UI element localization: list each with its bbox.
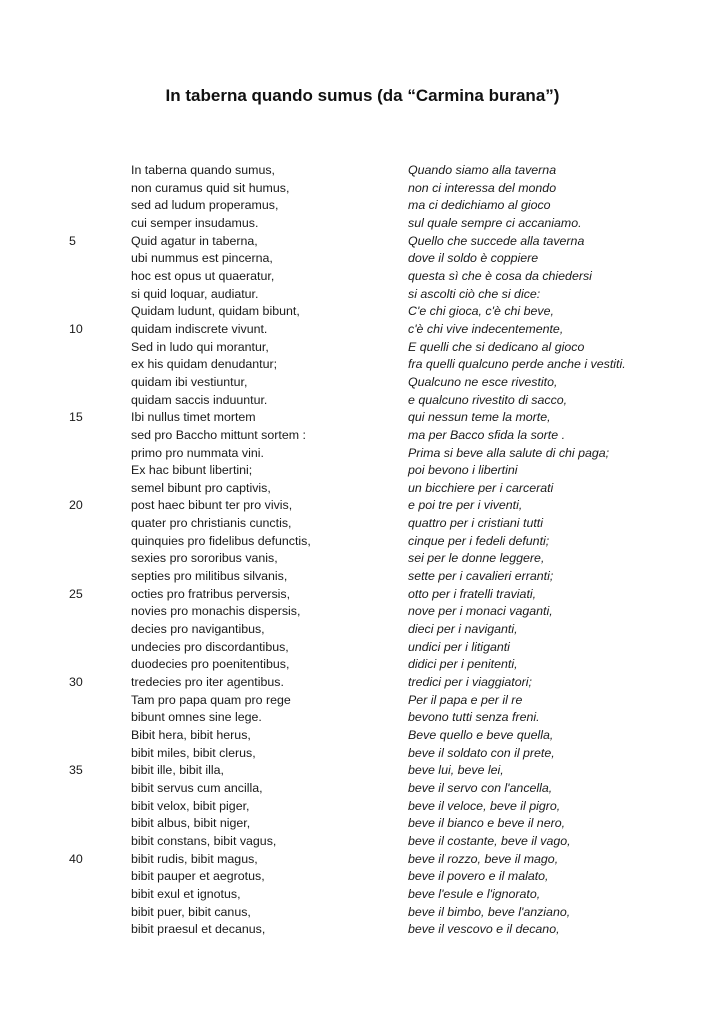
italian-translation: dieci per i naviganti, [408,622,518,637]
poem-line [0,568,725,586]
latin-verse: bibit velox, bibit piger, [131,798,250,813]
poem-line [0,833,725,851]
latin-verse: bibit praesul et decanus, [131,922,266,937]
poem-line [0,586,725,604]
poem-line [0,851,725,869]
italian-translation: Beve quello e beve quella, [408,728,554,742]
latin-verse: bibit exul et ignotus, [131,886,241,901]
poem-line [0,480,725,498]
latin-verse: tredecies pro iter agentibus. [131,675,284,690]
italian-translation: cinque per i fedeli defunti; [408,533,550,548]
italian-translation: sette per i cavalieri erranti; [408,569,554,584]
italian-translation: tredici per i viaggiatori; [408,675,532,690]
latin-verse: cui semper insudamus. [131,215,259,230]
poem-line [0,339,725,357]
latin-verse: octies pro fratribus perversis, [131,586,291,601]
italian-translation: beve il povero e il malato, [408,869,549,884]
italian-translation: ma ci dedichiamo al gioco [408,198,551,213]
latin-verse: Bibit hera, bibit herus, [131,728,251,742]
italian-translation: beve il vescovo e il decano, [408,922,560,937]
italian-translation: qui nessun teme la morte, [408,410,551,425]
italian-translation: beve il rozzo, beve il mago, [408,851,559,866]
latin-verse: post haec bibunt ter pro vivis, [131,498,293,513]
poem-line [0,709,725,727]
poem-line [0,409,725,427]
poem-line [0,692,725,710]
poem-line [0,180,725,198]
poem-line [0,621,725,639]
page-title: In taberna quando sumus (da “Carmina burana”) [165,86,560,105]
poem-body [0,162,725,939]
italian-translation: beve il soldato con il prete, [408,745,555,760]
italian-translation: questa sì che è cosa da chiedersi [408,268,592,283]
latin-verse: ubi nummus est pincerna, [131,251,273,266]
italian-translation: beve il bimbo, beve l'anziano, [408,904,571,919]
latin-verse: Quidam ludunt, quidam bibunt, [131,304,300,319]
latin-verse: septies pro militibus silvanis, [131,569,288,584]
italian-translation: beve il costante, beve il vago, [408,833,571,848]
poem-line [0,233,725,251]
latin-verse: sexies pro sororibus vanis, [131,551,278,566]
poem-line [0,921,725,939]
italian-translation: beve l'esule e l'ignorato, [408,886,541,901]
latin-verse: si quid loquar, audiatur. [131,286,259,301]
latin-verse: decies pro navigantibus, [131,622,265,637]
italian-translation: sei per le donne leggere, [408,551,545,566]
italian-translation: non ci interessa del mondo [408,180,557,195]
latin-verse: bibit pauper et aegrotus, [131,869,265,884]
italian-translation: Qualcuno ne esce rivestito, [408,374,558,389]
italian-translation: beve lui, beve lei, [408,763,504,778]
line-number: 15 [69,410,83,425]
poem-line [0,780,725,798]
latin-verse: bibit miles, bibit clerus, [131,745,256,760]
poem-line [0,250,725,268]
italian-translation: otto per i fratelli traviati, [408,586,537,601]
italian-translation: e poi tre per i viventi, [408,498,523,513]
poem-line [0,356,725,374]
latin-verse: ex his quidam denudantur; [131,357,278,372]
line-number: 25 [69,586,83,601]
latin-verse: bibit servus cum ancilla, [131,780,263,795]
latin-verse: bibit rudis, bibit magus, [131,851,258,866]
italian-translation: si ascolti ciò che si dice: [408,286,541,301]
poem-line [0,162,725,180]
latin-verse: non curamus quid sit humus, [131,180,290,195]
line-number: 30 [69,675,83,690]
poem-line [0,515,725,533]
italian-translation: beve il servo con l'ancella, [408,780,553,795]
italian-translation: undici per i litiganti [408,639,510,654]
latin-verse: novies pro monachis dispersis, [131,604,301,619]
italian-translation: sul quale sempre ci accaniamo. [408,215,582,230]
latin-verse: Ex hac bibunt libertini; [131,463,253,478]
latin-verse: Ibi nullus timet mortem [131,410,256,425]
poem-line [0,303,725,321]
italian-translation: poi bevono i libertini [408,463,518,478]
poem-line [0,321,725,339]
line-number: 35 [69,763,83,778]
poem-line [0,462,725,480]
latin-verse: bibit constans, bibit vagus, [131,833,277,848]
italian-translation: nove per i monaci vaganti, [408,604,553,619]
latin-verse: In taberna quando sumus, [131,163,275,177]
poem-line [0,286,725,304]
poem-line [0,798,725,816]
poem-line [0,603,725,621]
latin-verse: sed pro Baccho mittunt sortem : [131,427,306,442]
poem-line [0,215,725,233]
italian-translation: E quelli che si dedicano al gioco [408,339,585,354]
latin-verse: quidam saccis induuntur. [131,392,268,407]
poem-line [0,427,725,445]
italian-translation: beve il bianco e beve il nero, [408,816,566,831]
italian-translation: un bicchiere per i carcerati [408,480,554,495]
poem-line [0,745,725,763]
line-number: 10 [69,321,83,336]
poem-line [0,197,725,215]
latin-verse: Quid agatur in taberna, [131,233,258,248]
latin-verse: quidam ibi vestiuntur, [131,374,248,389]
poem-line [0,533,725,551]
poem-line [0,868,725,886]
poem-line [0,392,725,410]
latin-verse: sed ad ludum properamus, [131,198,279,213]
poem-line [0,727,725,745]
italian-translation: beve il veloce, beve il pigro, [408,798,561,813]
poem-line [0,639,725,657]
line-number: 20 [69,498,83,513]
italian-translation: fra quelli qualcuno perde anche i vestiti. [408,357,626,372]
italian-translation: ma per Bacco sfida la sorte . [408,427,566,442]
italian-translation: Quando siamo alla taverna [408,163,557,177]
poem-line [0,497,725,515]
latin-verse: primo pro nummata vini. [131,445,264,460]
poem-line [0,268,725,286]
italian-translation: didici per i penitenti, [408,657,518,672]
poem-line [0,886,725,904]
italian-translation: dove il soldo è coppiere [408,251,539,266]
latin-verse: quater pro christianis cunctis, [131,516,292,531]
italian-translation: Quello che succede alla taverna [408,233,585,248]
latin-verse: duodecies pro poenitentibus, [131,657,290,672]
italian-translation: Per il papa e per il re [408,692,523,707]
poem-line [0,550,725,568]
poem-line [0,815,725,833]
latin-verse: bibit puer, bibit canus, [131,904,251,919]
latin-verse: quinquies pro fidelibus defunctis, [131,533,311,548]
poem-line [0,904,725,922]
italian-translation: quattro per i cristiani tutti [408,516,543,531]
line-number: 40 [69,851,83,866]
poem-line [0,762,725,780]
poem-line [0,445,725,463]
latin-verse: undecies pro discordantibus, [131,639,289,654]
poem-line [0,674,725,692]
latin-verse: quidam indiscrete vivunt. [131,321,268,336]
latin-verse: semel bibunt pro captivis, [131,480,271,495]
italian-translation: c'è chi vive indecentemente, [408,321,564,336]
italian-translation: bevono tutti senza freni. [408,710,540,725]
latin-verse: bibit ille, bibit illa, [131,763,224,778]
latin-verse: Sed in ludo qui morantur, [131,339,269,354]
line-number: 5 [69,233,76,248]
poem-line [0,656,725,674]
italian-translation: C'e chi gioca, c'è chi beve, [408,304,554,319]
latin-verse: bibit albus, bibit niger, [131,816,251,831]
italian-translation: e qualcuno rivestito di sacco, [408,392,568,407]
latin-verse: hoc est opus ut quaeratur, [131,268,275,283]
italian-translation: Prima si beve alla salute di chi paga; [408,445,610,460]
poem-line [0,374,725,392]
latin-verse: Tam pro papa quam pro rege [131,692,291,707]
latin-verse: bibunt omnes sine lege. [131,710,262,725]
